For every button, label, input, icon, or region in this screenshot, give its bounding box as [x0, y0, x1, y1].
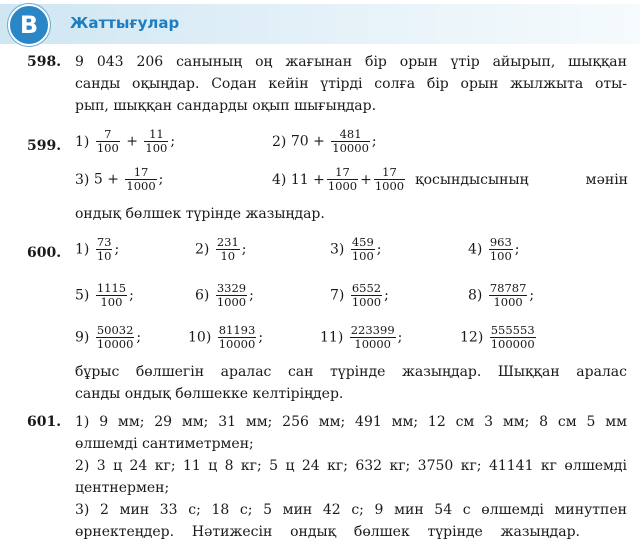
exercise-601-line: центнермен;: [75, 480, 170, 496]
section-badge: B: [8, 4, 50, 46]
exercise-599-instruction: ондық бөлшек түрінде жазыңдар.: [75, 206, 325, 222]
exercise-599-part-4: 4) 11 + $\frac{17}{1000}$ + $\frac{17}{1000}$ қосындысының мәнін: [272, 165, 628, 193]
exercise-600-instruction: санды ондық бөлшекке келтіріңдер.: [75, 386, 344, 402]
fraction: $\frac{17}{1000}$: [126, 165, 156, 193]
exercise-600-item: 5) $\frac{1115}{100}$ ;: [75, 281, 134, 309]
exercise-601-line: өрнектеңдер. Нәтижесін ондық бөлшек түрінде жазыңдар.: [75, 524, 580, 540]
exercise-598-line: 9 043 206 санының оң жағынан бір орын үтір айырып, шыққан: [75, 54, 627, 70]
exercise-600-item: 7) $\frac{6552}{1000}$ ;: [330, 281, 389, 309]
fraction: $\frac{11}{100}$: [145, 127, 168, 155]
fraction: $\frac{7}{100}$: [96, 127, 119, 155]
exercise-600-item: 8) $\frac{78787}{1000}$ ;: [468, 281, 535, 309]
fraction: $\frac{17}{1000}$: [374, 165, 405, 193]
exercise-599-part-3: 3) 5 + $\frac{17}{1000}$ ;: [75, 165, 164, 193]
exercise-601-line: 3) 2 мин 33 с; 18 с; 5 мин 42 с; 9 мин 54 с өлшемді минутпен: [75, 502, 627, 518]
section-title: Жаттығулар: [70, 14, 180, 32]
exercise-598-number: 598.: [27, 54, 62, 70]
fraction: $\frac{481}{10000}$: [332, 127, 369, 155]
exercise-600-item: 10) $\frac{81193}{10000}$ ;: [188, 323, 264, 351]
exercise-600-item: 3) $\frac{459}{100}$ ;: [330, 235, 382, 263]
fraction: $\frac{17}{1000}$: [327, 165, 358, 193]
exercise-601-line: өлшемді сантиметрмен;: [75, 436, 254, 452]
exercise-599-number: 599.: [27, 138, 62, 154]
exercise-600-instruction: бұрыс бөлшегін аралас сан түрінде жазыңдар. Шыққан аралас: [75, 364, 627, 380]
exercise-600-item: 6) $\frac{3329}{1000}$ ;: [195, 281, 254, 309]
exercise-600-number: 600.: [27, 245, 62, 261]
exercise-598-line: рып, шыққан сандарды оқып шығыңдар.: [75, 98, 377, 114]
exercise-600-item: 2) $\frac{231}{10}$ ;: [195, 235, 247, 263]
exercise-600-item: 11) $\frac{223399}{10000}$ ;: [320, 323, 403, 351]
exercise-600-item: 12) $\frac{555553}{100000}$: [460, 323, 535, 351]
exercise-599-part-1: 1) $\frac{7}{100}$ + $\frac{11}{100}$ ;: [75, 127, 176, 155]
exercise-601-line: 1) 9 мм; 29 мм; 31 мм; 256 мм; 491 мм; 12 см 3 мм; 8 см 5 мм: [75, 414, 627, 430]
exercise-601-line: 2) 3 ц 24 кг; 11 ц 8 кг; 5 ц 24 кг; 632 кг; 3750 кг; 41141 кг өлшемді: [75, 458, 627, 474]
exercise-598-line: санды оқыңдар. Содан кейін үтірді солға бір орын жылжыта оты-: [75, 76, 627, 92]
exercise-599-part-2: 2) 70 + $\frac{481}{10000}$ ;: [272, 127, 377, 155]
exercise-600-item: 1) $\frac{73}{10}$ ;: [75, 235, 120, 263]
exercise-600-item: 4) $\frac{963}{100}$ ;: [468, 235, 520, 263]
exercise-601-number: 601.: [27, 414, 62, 430]
exercise-600-item: 9) $\frac{50032}{10000}$ ;: [75, 323, 142, 351]
